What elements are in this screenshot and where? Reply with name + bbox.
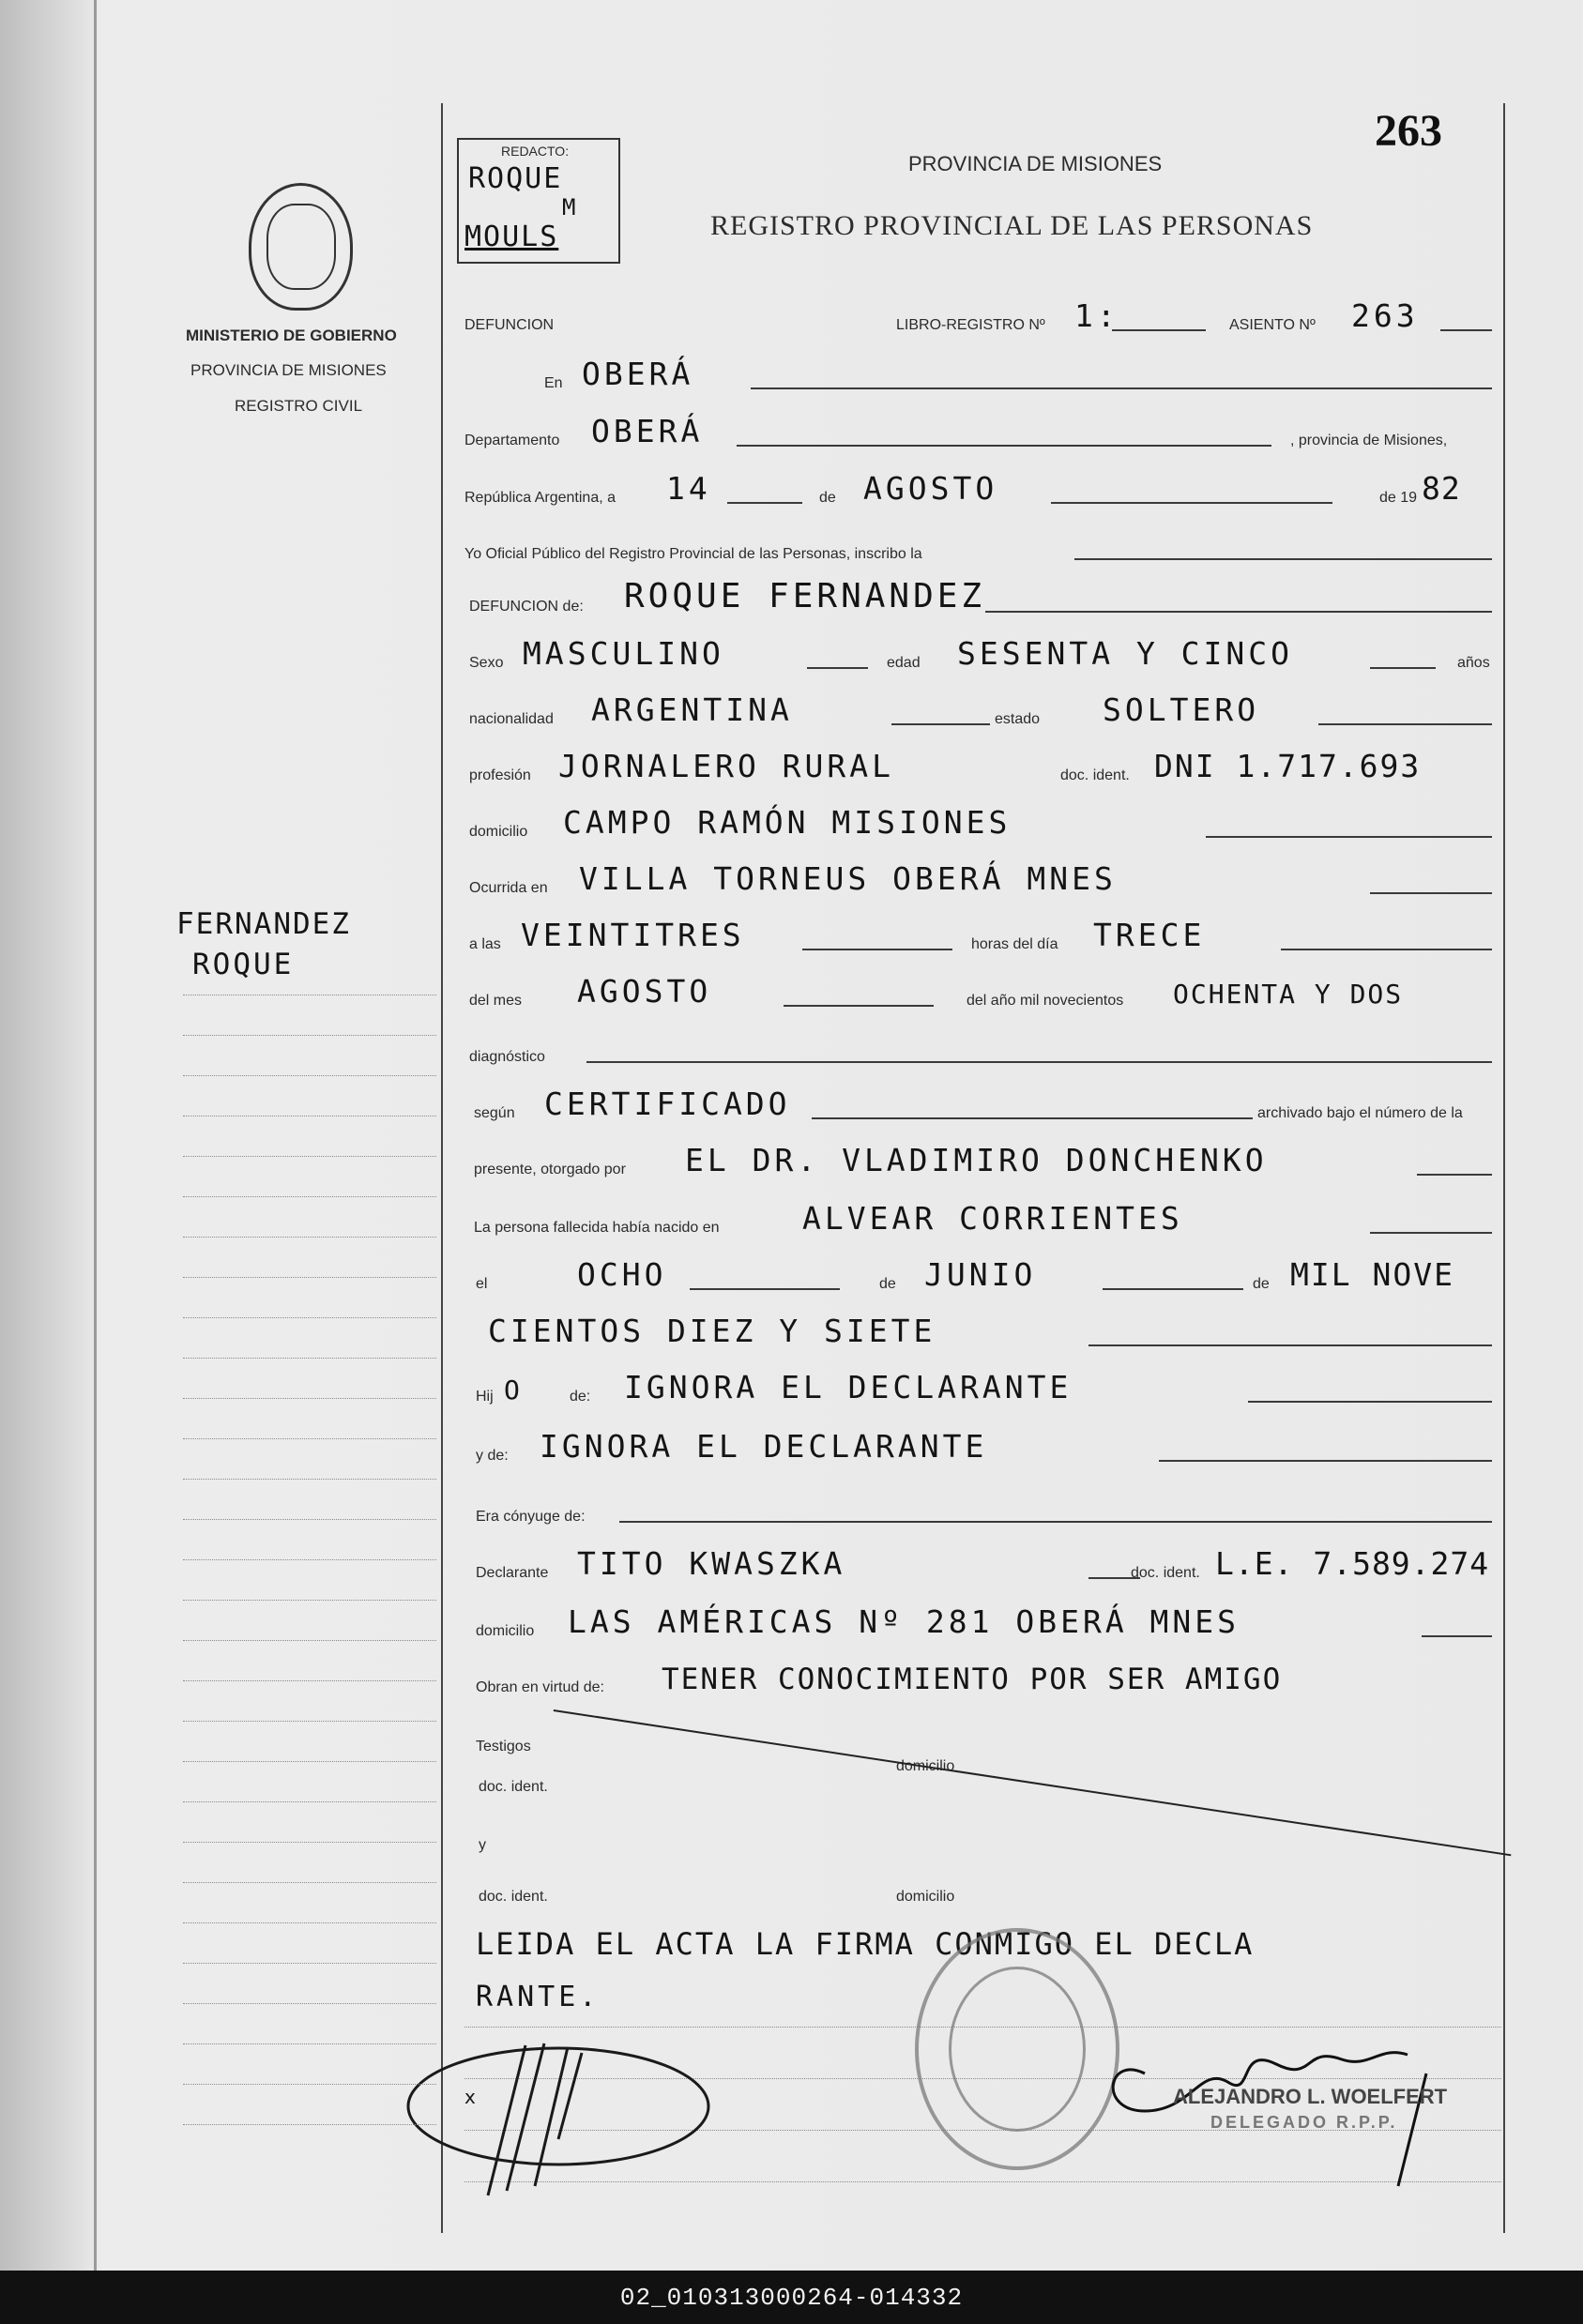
deceased-name: ROQUE FERNANDEZ xyxy=(624,577,986,615)
row-sexo xyxy=(464,619,1506,677)
y-de-label: y de: xyxy=(476,1448,509,1464)
margin-rule xyxy=(183,1075,436,1076)
defuncion-de-label: DEFUNCION de: xyxy=(469,599,584,615)
row-birth-year xyxy=(464,1297,1506,1355)
margin-rule xyxy=(183,1721,436,1722)
nacionalidad-label: nacionalidad xyxy=(469,711,554,727)
declarante-domicilio-label: domicilio xyxy=(476,1623,535,1639)
binding-edge xyxy=(94,0,97,2271)
mes-value: AGOSTO xyxy=(577,973,712,1010)
scan-footer xyxy=(0,2271,1583,2324)
anio-label: del año mil novecientos xyxy=(967,993,1124,1009)
row-birth-date xyxy=(464,1240,1506,1299)
row-departamento xyxy=(464,397,1506,455)
record-type-label: DEFUNCION xyxy=(464,317,555,333)
margin-rule xyxy=(183,1882,436,1883)
declarante-doc-value: L.E. 7.589.274 xyxy=(1215,1545,1490,1582)
margin-rule xyxy=(183,1317,436,1318)
row-record-header xyxy=(464,281,1506,340)
hij-suffix: O xyxy=(504,1375,524,1405)
footer-id: 02_010313000264-014332 xyxy=(619,2283,964,2312)
domicilio-label: domicilio xyxy=(469,824,528,840)
row-father xyxy=(464,1353,1506,1411)
nacido-value: ALVEAR CORRIENTES xyxy=(802,1200,1183,1237)
official-stamp-name: ALEJANDRO L. WOELFERT xyxy=(1173,2085,1448,2108)
father-value: IGNORA EL DECLARANTE xyxy=(624,1369,1073,1405)
row-nacionalidad xyxy=(464,676,1506,734)
profesion-label: profesión xyxy=(469,767,531,783)
libro-value: 1: xyxy=(1074,297,1119,334)
declarante-doc-label: doc. ident. xyxy=(1131,1565,1200,1581)
obran-value: TENER CONOCIMIENTO POR SER AMIGO xyxy=(662,1663,1283,1696)
conyuge-label: Era cónyuge de: xyxy=(476,1509,586,1525)
year-value: 82 xyxy=(1422,470,1461,507)
margin-rule xyxy=(183,1801,436,1802)
row-mes xyxy=(464,957,1506,1015)
margin-rule xyxy=(183,2084,436,2085)
page-number: 263 xyxy=(1375,106,1442,156)
row-testigo-1 xyxy=(464,1743,1506,1801)
row-diagnostico xyxy=(464,1013,1506,1071)
presente-value: EL DR. VLADIMIRO DONCHENKO xyxy=(685,1142,1268,1178)
birth-month: JUNIO xyxy=(924,1256,1037,1293)
asiento-value: 263 xyxy=(1351,297,1419,334)
asiento-label: ASIENTO Nº xyxy=(1229,317,1316,333)
ministry-label: MINISTERIO DE GOBIERNO xyxy=(186,327,397,344)
row-en xyxy=(464,340,1506,398)
margin-rule xyxy=(183,2124,436,2125)
row-hora xyxy=(464,901,1506,959)
dia-value: TRECE xyxy=(1093,917,1206,953)
birth-day: OCHO xyxy=(577,1256,667,1293)
official-signature-icon xyxy=(1088,2008,1501,2214)
de-label: de xyxy=(819,490,836,506)
estado-label: estado xyxy=(995,711,1041,727)
margin-rule xyxy=(183,1963,436,1964)
a-las-label: a las xyxy=(469,936,501,952)
binding-shadow xyxy=(0,0,103,2271)
birth-de-label: de xyxy=(879,1276,896,1292)
row-date xyxy=(464,454,1506,512)
margin-rule xyxy=(183,1358,436,1359)
republica-label: República Argentina, a xyxy=(464,490,616,506)
horas-dia-label: horas del día xyxy=(971,936,1058,952)
hij-label: Hij xyxy=(476,1389,494,1405)
province-seal-icon xyxy=(249,183,353,311)
margin-rule xyxy=(183,1237,436,1238)
sexo-value: MASCULINO xyxy=(523,635,724,672)
margin-rule xyxy=(183,1922,436,1923)
testigo-dom1-label: domicilio xyxy=(896,1758,955,1774)
redacto-label: REDACTO: xyxy=(501,144,570,159)
edad-value: SESENTA Y CINCO xyxy=(957,635,1294,672)
doc-label: doc. ident. xyxy=(1060,767,1130,783)
row-profesion xyxy=(464,732,1506,790)
el-label: el xyxy=(476,1276,488,1292)
margin-rule xyxy=(183,1761,436,1762)
nacido-label: La persona fallecida había nacido en xyxy=(474,1220,720,1236)
row-presente xyxy=(464,1126,1506,1184)
hij-de-label: de: xyxy=(570,1389,591,1405)
declarant-signature-icon xyxy=(394,2027,751,2214)
ocurrida-value: VILLA TORNEUS OBERÁ MNES xyxy=(579,860,1117,897)
redacto-line2: M xyxy=(562,194,580,220)
month-value: AGOSTO xyxy=(863,470,998,507)
row-segun xyxy=(464,1070,1506,1128)
row-conyuge xyxy=(464,1473,1506,1531)
hora-value: VEINTITRES xyxy=(521,917,745,953)
sexo-label: Sexo xyxy=(469,655,504,671)
declarante-value: TITO KWASZKA xyxy=(577,1545,846,1582)
provincia-suffix: , provincia de Misiones, xyxy=(1290,433,1448,448)
row-oficial xyxy=(464,510,1506,569)
declarante-domicilio-value: LAS AMÉRICAS Nº 281 OBERÁ MNES xyxy=(568,1603,1241,1640)
row-obran xyxy=(464,1644,1506,1702)
anio-value: OCHENTA Y DOS xyxy=(1173,979,1404,1010)
oficial-text: Yo Oficial Público del Registro Provincial de las Personas, inscribo la xyxy=(464,546,922,562)
en-value: OBERÁ xyxy=(582,356,694,392)
province-label: PROVINCIA DE MISIONES xyxy=(190,361,387,379)
margin-rule xyxy=(183,1398,436,1399)
row-declarante-domicilio xyxy=(464,1587,1506,1646)
obran-label: Obran en virtud de: xyxy=(476,1679,604,1695)
redacto-box xyxy=(457,138,620,264)
testigos-label: Testigos xyxy=(476,1739,531,1754)
presente-label: presente, otorgado por xyxy=(474,1162,626,1177)
segun-label: según xyxy=(474,1105,515,1121)
birth-year-part1: MIL NOVE xyxy=(1290,1256,1454,1293)
row-domicilio xyxy=(464,788,1506,846)
birth-de2-label: de xyxy=(1253,1276,1270,1292)
row-declarante xyxy=(464,1529,1506,1587)
margin-rule xyxy=(183,1196,436,1197)
redacto-line1: ROQUE xyxy=(468,162,563,195)
birth-year-part2: CIENTOS DIEZ Y SIETE xyxy=(488,1313,936,1349)
row-defuncion xyxy=(464,563,1506,621)
registry-header: REGISTRO PROVINCIAL DE LAS PERSONAS xyxy=(710,210,1314,241)
del-mes-label: del mes xyxy=(469,993,523,1009)
margin-rule xyxy=(183,1680,436,1681)
margin-rule xyxy=(183,1156,436,1157)
registry-civil-label: REGISTRO CIVIL xyxy=(235,397,363,415)
profesion-value: JORNALERO RURAL xyxy=(558,748,895,784)
closing-line2: RANTE. xyxy=(476,1981,601,2013)
domicilio-value: CAMPO RAMÓN MISIONES xyxy=(563,804,1012,841)
testigo-dom2-label: domicilio xyxy=(896,1889,955,1905)
margin-rule xyxy=(183,1277,436,1278)
province-header: PROVINCIA DE MISIONES xyxy=(908,152,1163,175)
anos-label: años xyxy=(1457,655,1490,671)
diagnostico-label: diagnóstico xyxy=(469,1049,545,1065)
margin-rule xyxy=(183,1842,436,1843)
archivado-label: archivado bajo el número de la xyxy=(1257,1105,1463,1121)
ocurrida-label: Ocurrida en xyxy=(469,880,548,896)
en-label: En xyxy=(544,375,563,391)
margin-rule xyxy=(183,1519,436,1520)
doc-value: DNI 1.717.693 xyxy=(1154,748,1422,784)
redacto-line3: MOULS xyxy=(464,220,559,253)
departamento-value: OBERÁ xyxy=(591,413,704,449)
margin-rule xyxy=(183,1559,436,1560)
margin-rule xyxy=(183,1640,436,1641)
testigo-y-label: y xyxy=(479,1837,486,1853)
margin-rule xyxy=(183,2003,436,2004)
margin-rule xyxy=(183,1479,436,1480)
margin-rule xyxy=(183,2043,436,2044)
official-stamp-title: DELEGADO R.P.P. xyxy=(1210,2113,1398,2132)
row-testigo-2 xyxy=(464,1853,1506,1911)
declarante-label: Declarante xyxy=(476,1565,549,1581)
testigo-doc1-label: doc. ident. xyxy=(479,1779,548,1795)
margin-rule xyxy=(183,1438,436,1439)
de-year-label: de 19 xyxy=(1379,490,1418,506)
margin-name-line1: FERNANDEZ xyxy=(176,907,351,941)
mother-value: IGNORA EL DECLARANTE xyxy=(540,1428,988,1465)
segun-value: CERTIFICADO xyxy=(544,1086,791,1122)
estado-value: SOLTERO xyxy=(1103,691,1260,728)
row-ocurrida xyxy=(464,844,1506,903)
margin-rule xyxy=(183,1600,436,1601)
row-nacido xyxy=(464,1184,1506,1242)
svg-text:x: x xyxy=(464,2086,476,2108)
margin-rule xyxy=(183,1035,436,1036)
libro-label: LIBRO-REGISTRO Nº xyxy=(896,317,1045,333)
departamento-label: Departamento xyxy=(464,433,560,448)
day-value: 14 xyxy=(666,470,711,507)
row-mother xyxy=(464,1412,1506,1470)
edad-label: edad xyxy=(887,655,921,671)
nacionalidad-value: ARGENTINA xyxy=(591,691,793,728)
margin-name-line2: ROQUE xyxy=(192,948,295,981)
closing-line1: LEIDA EL ACTA LA FIRMA CONMIGO EL DECLA xyxy=(476,1926,1255,1962)
testigo-doc2-label: doc. ident. xyxy=(479,1889,548,1905)
